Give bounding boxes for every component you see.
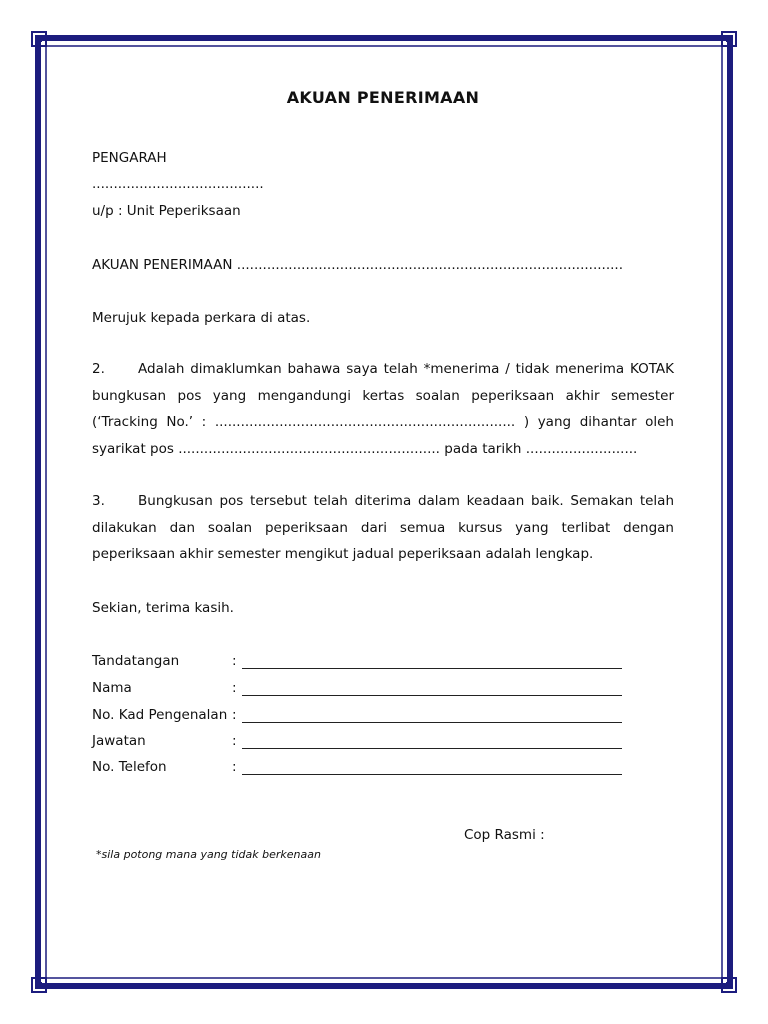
form-colon: : [232, 759, 237, 775]
form-colon: : [232, 733, 237, 749]
form-colon: : [232, 680, 237, 696]
name-field[interactable] [242, 695, 622, 696]
paragraph-3 [92, 488, 674, 568]
form-label: Nama [92, 680, 132, 696]
phone-field[interactable] [242, 774, 622, 775]
opening-line: Merujuk kepada perkara di atas. [92, 310, 311, 326]
subject-line [92, 257, 623, 273]
footnote: *sila potong mana yang tidak berkenaan [96, 848, 321, 861]
subject-dots: .......................................................................................... [236, 257, 623, 273]
closing-line: Sekian, terima kasih. [92, 600, 234, 616]
recipient-blank: ........................................ [92, 176, 264, 192]
document-title: AKUAN PENERIMAAN [286, 88, 480, 107]
form-label: Jawatan [92, 733, 146, 749]
paragraph-3-text: Bungkusan pos tersebut telah diterima dalam keadaan baik. Semakan telah dilakukan dan soalan peperiksaan dari semua kursus yang terlibat dengan peperiksaan akhir semester mengikut jadual peperiksaan adalah lengkap. [92, 493, 674, 562]
paragraph-2-text: Adalah dimaklumkan bahawa saya telah *menerima / tidak menerima KOTAK bungkusan pos yang mengandungi kertas soalan peperiksaan akhir semester (‘Tracking No.’ : ...................................................................... ) yang dihantar oleh syarikat pos ............................................................. pada tarikh .......................... [92, 361, 674, 457]
paragraph-2 [92, 356, 674, 462]
position-field[interactable] [242, 748, 622, 749]
form-colon: : [232, 653, 237, 669]
paragraph-2-number: 2. [92, 361, 105, 377]
form-label: No. Kad Pengenalan [92, 707, 228, 723]
ic-number-field[interactable] [242, 722, 622, 723]
recipient-title: PENGARAH [92, 150, 167, 166]
form-label: No. Telefon [92, 759, 167, 775]
official-stamp-label: Cop Rasmi : [464, 826, 545, 843]
form-label: Tandatangan [92, 653, 180, 669]
subject-label: AKUAN PENERIMAAN [92, 257, 233, 273]
signature-field[interactable] [242, 668, 622, 669]
paragraph-3-number: 3. [92, 493, 105, 509]
attention-line: u/p : Unit Peperiksaan [92, 203, 241, 219]
form-colon: : [232, 707, 237, 723]
